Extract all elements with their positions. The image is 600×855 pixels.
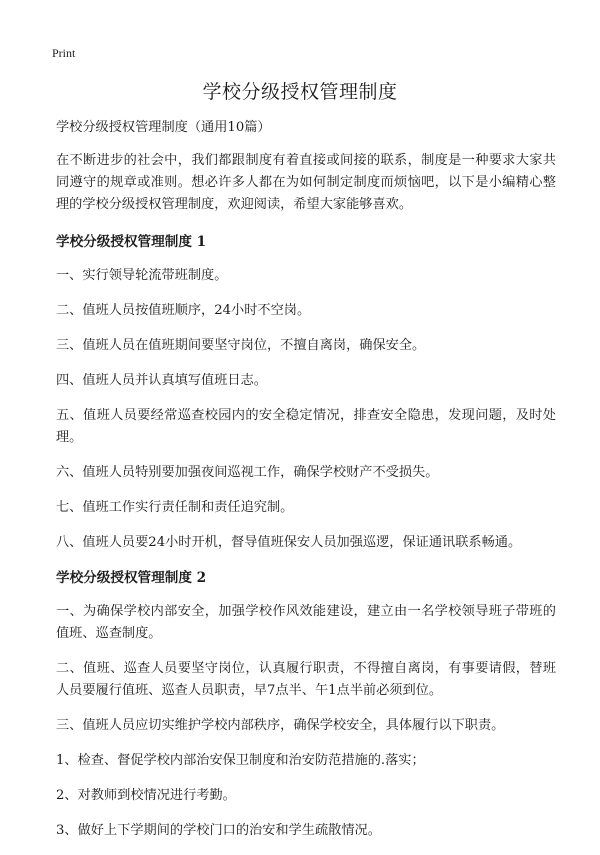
- section-paragraph: 四、值班人员并认真填写值班日志。: [56, 373, 267, 388]
- document-body: [56, 117, 556, 855]
- section-heading: 学校分级授权管理制度 2: [56, 570, 207, 586]
- section-paragraph: 七、值班工作实行责任制和责任追究制。: [56, 500, 294, 515]
- intro-paragraph: 在不断进步的社会中，我们都跟制度有着直接或间接的联系，制度是一种要求大家共同遵守的规章或准则。想必许多人都在为如何制定制度而烦恼吧，以下是小编精心整理的学校分级授权管理制度，欢迎阅读，希望大家能够喜欢。: [56, 153, 556, 212]
- section-paragraph: 六、值班人员特别要加强夜间巡视工作，确保学校财产不受损失。: [56, 465, 439, 480]
- section-paragraph: 二、值班人员按值班顺序，24小时不空岗。: [56, 303, 311, 318]
- section-paragraph: 一、为确保学校内部安全，加强学校作风效能建设，建立由一名学校领导班子带班的值班、巡查制度。: [56, 604, 556, 641]
- section-paragraph: 八、值班人员要24小时开机，督导值班保安人员加强巡逻，保证通讯联系畅通。: [56, 535, 522, 550]
- section-paragraph: 1、检查、督促学校内部治安保卫制度和治安防范措施的.落实；: [56, 753, 425, 768]
- section-heading: 学校分级授权管理制度 1: [56, 234, 207, 250]
- section-paragraph: 一、实行领导轮流带班制度。: [56, 268, 228, 283]
- section-paragraph: 2、对教师到校情况进行考勤。: [56, 788, 236, 803]
- section-paragraph: 三、值班人员在值班期间要坚守岗位，不擅自离岗，确保安全。: [56, 338, 426, 353]
- document-subtitle: 学校分级授权管理制度（通用10篇）: [56, 120, 271, 135]
- document-title: 学校分级授权管理制度: [202, 81, 398, 103]
- section-paragraph: 五、值班人员要经常巡查校园内的安全稳定情况，排查安全隐患，发现问题，及时处理。: [56, 408, 556, 445]
- section-paragraph: 3、做好上下学期间的学校门口的治安和学生疏散情况。: [56, 823, 381, 838]
- section-paragraph: 二、值班、巡查人员要坚守岗位，认真履行职责，不得擅自离岗，有事要请假，替班人员要履行值班、巡查人员职责，早7点半、午1点半前必须到位。: [56, 661, 556, 698]
- print-link[interactable]: Print: [52, 46, 76, 60]
- section-paragraph: 三、值班人员应切实维护学校内部秩序，确保学校安全，具体履行以下职责。: [56, 718, 505, 733]
